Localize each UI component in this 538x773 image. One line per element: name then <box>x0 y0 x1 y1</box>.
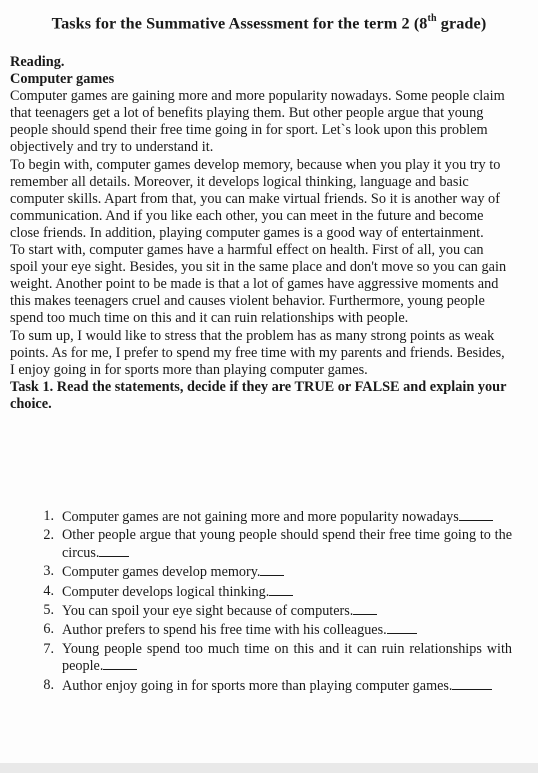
statement-list <box>10 508 512 696</box>
page-bottom-edge <box>0 763 538 773</box>
statement-number: 8. <box>43 676 54 693</box>
answer-blank[interactable] <box>452 677 492 690</box>
statement-text: Author enjoy going in for sports more than playing computer games. <box>62 677 453 694</box>
statement-number: 7. <box>43 640 54 657</box>
statement-text: Computer games develop memory. <box>62 564 261 581</box>
statement-number: 5. <box>43 602 54 619</box>
task-instruction: Task 1. Read the statements, decide if they are TRUE or FALSE and explain your choice. <box>10 378 507 412</box>
title-text-end: grade) <box>436 14 487 33</box>
statement-number: 2. <box>43 527 54 544</box>
reading-section <box>10 54 512 694</box>
statement-item <box>10 563 512 580</box>
paragraph: To begin with, computer games develop memory, because when you play it you try to remember all details. Moreover, it develops logical thinking, language and basic computer skills. Apart from that, you can make virtual friends. So it is another way of communication. And if you like each other, you can meet in the future and become close friends. In addition, playing computer games is a good way of entertainment. <box>10 156 501 241</box>
paragraph: To start with, computer games have a harmful effect on health. First of all, you can spoil your eye sight. Besides, you sit in the same place and don't move so you can gain weight. Another point to be made is that a lot of games have aggressive moments and this makes teenagers cruel and causes violent behavior. Furthermore, young people spend too much time on this and it can ruin relationships with people. <box>10 242 507 327</box>
statement-item <box>10 621 512 638</box>
text-heading: Computer games <box>10 71 115 88</box>
answer-blank[interactable] <box>260 563 284 576</box>
answer-blank[interactable] <box>269 583 293 596</box>
paragraph: To sum up, I would like to stress that the problem has as many strong points as weak points. As for me, I prefer to spend my free time with my parents and friends. Besides, I enjoy going in for sports more than playing computer games. <box>10 327 505 378</box>
statement-text: Computer develops logical thinking. <box>62 583 270 600</box>
statement-item <box>10 677 512 694</box>
statement-item <box>10 583 512 600</box>
statement-item <box>10 527 512 561</box>
answer-blank[interactable] <box>99 544 129 557</box>
statement-text: Author prefers to spend his free time with his colleagues. <box>62 622 387 639</box>
title-text: Tasks for the Summative Assessment for the term 2 (8 <box>51 14 428 33</box>
statement-item <box>10 508 512 525</box>
answer-blank[interactable] <box>353 602 377 615</box>
section-label: Reading. <box>10 54 65 70</box>
statement-number: 3. <box>43 563 54 580</box>
statement-number: 1. <box>43 508 54 524</box>
title-superscript: th <box>427 13 437 24</box>
statement-text: Computer games are not gaining more and more popularity nowadays <box>62 509 459 525</box>
statement-item <box>10 641 512 675</box>
statement-number: 4. <box>43 582 54 599</box>
statement-item <box>10 602 512 619</box>
answer-blank[interactable] <box>387 621 417 634</box>
statement-text: You can spoil your eye sight because of computers. <box>62 603 354 620</box>
paragraph: Computer games are gaining more and more popularity nowadays. Some people claim that teenagers get a lot of benefits playing them. But other people argue that young people should spend their free time going in for sport. Let`s look upon this problem objectively and try to understand it. <box>10 88 505 156</box>
page-title <box>0 14 538 33</box>
statement-text: Other people argue that young people should spend their free time going to the circus. <box>62 527 512 561</box>
statement-text: Young people spend too much time on this and it can ruin relationships with people. <box>62 640 512 675</box>
answer-blank[interactable] <box>103 657 137 670</box>
statement-number: 6. <box>43 621 54 638</box>
answer-blank[interactable] <box>459 508 493 521</box>
